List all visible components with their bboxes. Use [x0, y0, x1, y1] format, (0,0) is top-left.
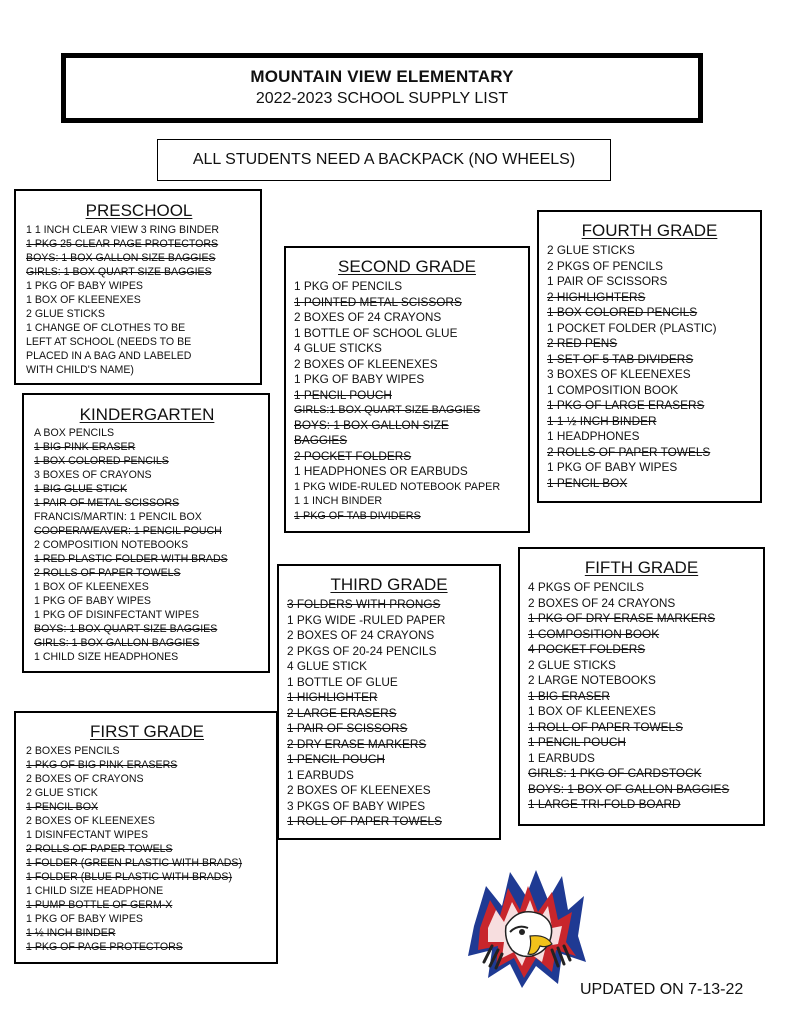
supply-item: 2 HIGHLIGHTERS [547, 289, 646, 304]
supply-item: 2 LARGE NOTEBOOKS [528, 673, 656, 687]
supply-item: 1 FOLDER (GREEN PLASTIC WITH BRADS) [26, 857, 243, 869]
supply-item: 3 BOXES OF KLEENEXES [547, 367, 691, 381]
third-grade-list [287, 597, 491, 830]
supply-item: 2 BOXES PENCILS [26, 745, 120, 757]
supply-item: 1 SET OF 5 TAB DIVIDERS [547, 351, 694, 366]
supply-item: 1 BOX COLORED PENCILS [34, 455, 169, 467]
supply-item: 1 1 INCH BINDER [294, 495, 383, 507]
supply-item: 2 GLUE STICKS [26, 308, 105, 320]
kindergarten-title: KINDERGARTEN [79, 405, 215, 424]
supply-item: 1 PENCIL BOX [26, 801, 99, 813]
supply-item: 1 RED PLASTIC FOLDER WITH BRADS [34, 553, 228, 565]
fourth-grade-box [537, 210, 762, 503]
supply-item: 1 1 ½ INCH BINDER [547, 413, 657, 428]
supply-item: 1 CHILD SIZE HEADPHONES [34, 651, 179, 663]
supply-item: 4 GLUE STICKS [294, 341, 382, 355]
supply-item: 2 DRY ERASE MARKERS [287, 736, 427, 751]
supply-item: 1 PKG OF PAGE PROTECTORS [26, 941, 183, 953]
supply-item: 1 BOX OF KLEENEXES [26, 294, 141, 306]
supply-item: 1 EARBUDS [528, 750, 595, 765]
supply-item: 2 ROLLS OF PAPER TOWELS [26, 843, 173, 855]
list-subtitle: 2022-2023 SCHOOL SUPPLY LIST [255, 90, 509, 107]
supply-item: 1 PENCIL POUCH [528, 735, 626, 749]
supply-item: 1 PKG OF BABY WIPES [547, 460, 678, 474]
supply-item: 1 BIG ERASER [528, 688, 610, 703]
preschool-list [26, 223, 252, 377]
supply-item: 2 GLUE STICKS [528, 657, 616, 672]
supply-item: 1 BIG GLUE STICK [34, 483, 128, 495]
supply-item: 1 BOTTLE OF GLUE [287, 674, 398, 689]
supply-item: 2 BOXES OF 24 CRAYONS [287, 628, 435, 642]
supply-item: 1 BOX OF KLEENEXES [34, 581, 149, 593]
supply-item: 1 PKG OF BIG PINK ERASERS [26, 759, 178, 771]
kindergarten-list [34, 426, 260, 664]
title-box [61, 53, 703, 123]
supply-item: 1 ½ INCH BINDER [26, 927, 116, 939]
supply-item: 2 PKGS OF PENCILS [547, 258, 664, 273]
supply-item: 2 BOXES OF 24 CRAYONS [528, 595, 676, 610]
fourth-grade-list [547, 243, 752, 491]
supply-item: 1 PKG OF DRY ERASE MARKERS [528, 611, 716, 625]
supply-item: 1 PAIR OF METAL SCISSORS [34, 497, 180, 509]
second-grade-box [284, 246, 530, 533]
supply-item: 3 BOXES OF CRAYONS [34, 469, 152, 481]
supply-item: 1 PENCIL POUCH [287, 752, 385, 766]
supply-item: 1 PKG WIDE -RULED PAPER [287, 612, 446, 627]
supply-item: COOPER/WEAVER: 1 PENCIL POUCH [34, 525, 222, 537]
supply-item: 1 ROLL OF PAPER TOWELS [287, 814, 442, 828]
supply-item: 1 PKG OF BABY WIPES [34, 595, 151, 607]
supply-item: 1 POCKET FOLDER (PLASTIC) [547, 320, 717, 335]
supply-item: 2 BOXES OF CRAYONS [26, 773, 144, 785]
fifth-grade-box [518, 547, 765, 826]
third-grade-title: THIRD GRADE [330, 575, 448, 594]
second-grade-title: SECOND GRADE [338, 257, 476, 276]
updated-date: UPDATED ON 7-13-22 [580, 981, 744, 998]
supply-item: GIRLS: 1 BOX QUART SIZE BAGGIES [26, 266, 212, 278]
supply-item: 1 COMPOSITION BOOK [547, 382, 679, 397]
supply-item: BOYS: 1 BOX GALLON SIZE BAGGIES [26, 252, 216, 264]
preschool-box [14, 189, 262, 385]
supply-item: 2 PKGS OF 20-24 PENCILS [287, 643, 437, 658]
supply-item: 1 PUMP BOTTLE OF GERM-X [26, 899, 173, 911]
supply-item: 2 BOXES OF KLEENEXES [26, 815, 155, 827]
school-name: MOUNTAIN VIEW ELEMENTARY [250, 67, 514, 86]
fifth-grade-title: FIFTH GRADE [584, 558, 699, 577]
supply-item: PLACED IN A BAG AND LABELED [26, 350, 192, 362]
supply-item: A BOX PENCILS [34, 427, 115, 439]
first-grade-list [26, 744, 268, 954]
fifth-grade-list [528, 580, 755, 813]
supply-item: 1 PKG OF TAB DIVIDERS [294, 509, 421, 522]
first-grade-box [14, 711, 278, 964]
supply-item: 2 RED PENS [547, 336, 618, 350]
supply-item: 2 ROLLS OF PAPER TOWELS [547, 444, 711, 459]
supply-item: BAGGIES [294, 433, 348, 447]
supply-item: 1 COMPOSITION BOOK [528, 626, 660, 641]
supply-item: 1 LARGE TRI-FOLD BOARD [528, 797, 681, 811]
supply-item: 1 HEADPHONES [547, 429, 640, 443]
supply-item: 1 CHILD SIZE HEADPHONE [26, 885, 164, 897]
eagle-mascot-icon [466, 866, 588, 990]
supply-item: 1 PKG OF DISINFECTANT WIPES [34, 609, 200, 621]
supply-item: 2 GLUE STICK [26, 787, 98, 799]
supply-item: 4 GLUE STICK [287, 659, 367, 673]
supply-item: 1 FOLDER (BLUE PLASTIC WITH BRADS) [26, 871, 233, 883]
supply-item: GIRLS: 1 BOX GALLON BAGGIES [34, 637, 200, 649]
supply-item: 1 PENCIL POUCH [294, 387, 392, 402]
supply-item: 2 BOXES OF KLEENEXES [287, 783, 431, 797]
supply-item: GIRLS: 1 PKG OF CARDSTOCK [528, 766, 702, 780]
supply-item: 2 BOXES OF 24 CRAYONS [294, 310, 442, 324]
supply-item: 1 ROLL OF PAPER TOWELS [528, 719, 683, 734]
supply-item: 1 PKG OF BABY WIPES [294, 372, 425, 386]
supply-item: LEFT AT SCHOOL (NEEDS TO BE [26, 336, 192, 348]
supply-item: 1 PKG OF BABY WIPES [26, 913, 143, 925]
supply-item: 2 GLUE STICKS [547, 243, 635, 257]
supply-item: 1 POINTED METAL SCISSORS [294, 294, 462, 309]
supply-item: 2 COMPOSITION NOTEBOOKS [34, 539, 189, 551]
supply-item: 1 HIGHLIGHTER [287, 690, 378, 704]
supply-item: 2 POCKET FOLDERS [294, 448, 412, 463]
supply-item: 2 LARGE ERASERS [287, 705, 397, 720]
supply-item: BOYS: 1 BOX OF GALLON BAGGIES [528, 781, 730, 796]
supply-item: 1 BIG PINK ERASER [34, 441, 136, 453]
kindergarten-box [22, 393, 270, 673]
supply-item: 1 BOX COLORED PENCILS [547, 305, 698, 319]
supply-item: 2 BOXES OF KLEENEXES [294, 356, 438, 371]
supply-item: 4 PKGS OF PENCILS [528, 580, 645, 594]
supply-item: 1 HEADPHONES OR EARBUDS [294, 464, 468, 478]
supply-item: 4 POCKET FOLDERS [528, 642, 646, 656]
supply-item: 3 FOLDERS WITH PRONGS [287, 597, 441, 611]
fourth-grade-title: FOURTH GRADE [581, 221, 718, 240]
supply-item: 1 PKG OF BABY WIPES [26, 280, 143, 292]
supply-item: 1 PKG 25 CLEAR PAGE PROTECTORS [26, 238, 219, 250]
supply-item: 1 DISINFECTANT WIPES [26, 829, 149, 841]
supply-item: FRANCIS/MARTIN: 1 PENCIL BOX [34, 511, 202, 523]
supply-item: 1 PKG WIDE-RULED NOTEBOOK PAPER [294, 480, 501, 493]
preschool-title: PRESCHOOL [85, 201, 193, 220]
supply-item: 3 PKGS OF BABY WIPES [287, 798, 426, 813]
supply-item: 1 PAIR OF SCISSORS [287, 721, 408, 735]
first-grade-title: FIRST GRADE [90, 722, 204, 741]
supply-item: 2 ROLLS OF PAPER TOWELS [34, 567, 181, 579]
supply-item: BOYS: 1 BOX GALLON SIZE [294, 417, 449, 432]
second-grade-list [294, 279, 520, 523]
backpack-note: ALL STUDENTS NEED A BACKPACK (NO WHEELS) [157, 139, 611, 181]
supply-item: 1 CHANGE OF CLOTHES TO BE [26, 322, 186, 334]
supply-item: 1 PENCIL BOX [547, 475, 628, 490]
supply-item: 1 PKG OF PENCILS [294, 279, 403, 293]
supply-item: 1 PAIR OF SCISSORS [547, 274, 668, 288]
supply-item: 1 1 INCH CLEAR VIEW 3 RING BINDER [26, 224, 220, 236]
supply-item: WITH CHILD'S NAME) [26, 364, 134, 376]
third-grade-box [277, 564, 501, 840]
supply-item: GIRLS:1 BOX QUART SIZE BAGGIES [294, 404, 481, 416]
supply-item: 1 BOTTLE OF SCHOOL GLUE [294, 325, 458, 340]
supply-item: 1 EARBUDS [287, 767, 354, 782]
supply-item: 1 PKG OF LARGE ERASERS [547, 398, 705, 412]
supply-item: BOYS: 1 BOX QUART SIZE BAGGIES [34, 623, 218, 635]
supply-item: 1 BOX OF KLEENEXES [528, 704, 656, 718]
